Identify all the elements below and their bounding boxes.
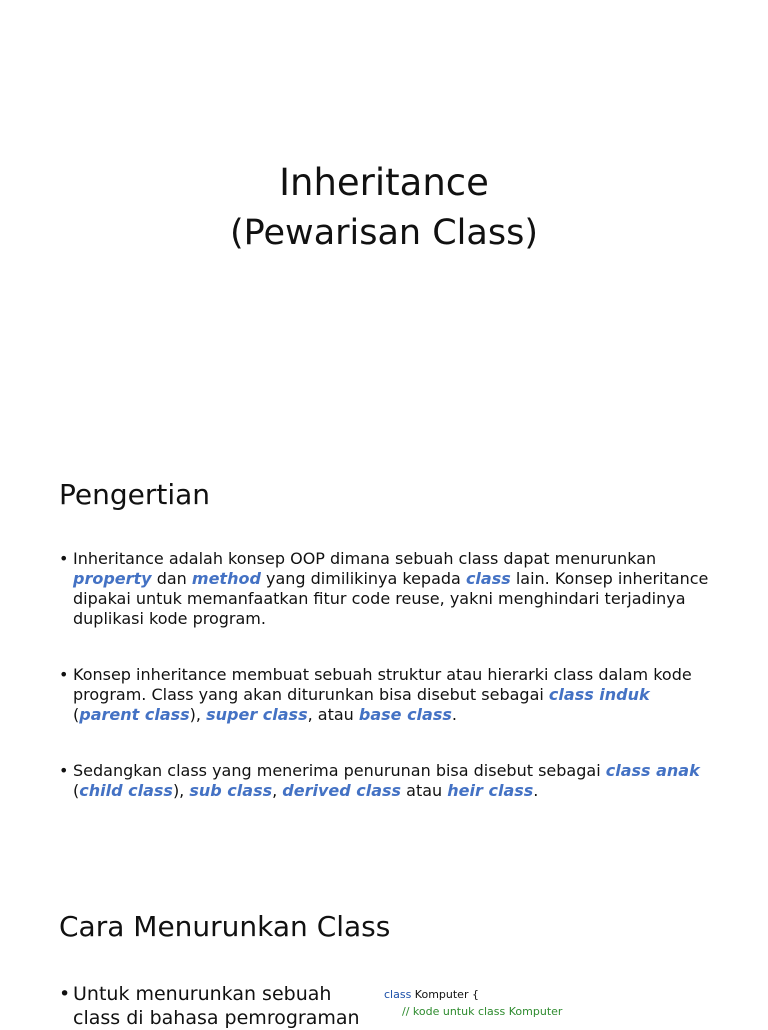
text-run: ), — [172, 781, 190, 800]
keyword-term: method — [191, 569, 261, 588]
keyword-term: super class — [206, 705, 308, 724]
keyword-term: base class — [358, 705, 452, 724]
slide-subtitle: (Pewarisan Class) — [230, 213, 538, 253]
cara-slide — [0, 890, 768, 1029]
keyword-term: class — [465, 569, 511, 588]
keyword-term: class induk — [548, 685, 650, 704]
keyword-term: heir class — [447, 781, 534, 800]
text-run: lain. Konsep inheritance dipakai untuk memanfaatkan fitur code reuse, yakni menghindari terjadinya duplikasi kode program. — [73, 569, 709, 628]
text-run: , — [272, 781, 283, 800]
text-run: . — [451, 705, 457, 724]
text-run: yang dimilikinya kepada — [260, 569, 466, 588]
pengertian-heading: Pengertian — [59, 478, 211, 511]
keyword-term: child class — [79, 781, 173, 800]
text-run: . — [533, 781, 539, 800]
cara-bullet-text: Untuk menurunkan sebuah class di bahasa pemrograman — [73, 983, 360, 1029]
code-keyword: class — [384, 988, 412, 1001]
bullet-dot-icon: • — [59, 983, 71, 1005]
cara-heading: Cara Menurunkan Class — [59, 910, 391, 943]
text-run: Inheritance adalah konsep OOP dimana sebuah class dapat menurunkan — [73, 549, 657, 568]
text-run: Sedangkan class yang menerima penurunan bisa disebut sebagai — [73, 761, 606, 780]
text-run: ), — [189, 705, 207, 724]
text-run: , atau — [307, 705, 359, 724]
cara-bullet-item — [59, 982, 373, 1030]
bullet-text — [73, 549, 719, 629]
keyword-term: derived class — [282, 781, 402, 800]
code-comment: // kode untuk class Komputer — [402, 1005, 563, 1018]
text-run: ( — [73, 705, 80, 724]
code-class-name: Komputer { — [411, 988, 479, 1001]
bullet-dot-icon: • — [59, 761, 69, 780]
title-slide — [0, 0, 768, 430]
keyword-term: sub class — [189, 781, 273, 800]
code-line — [384, 986, 562, 1003]
text-run: ( — [73, 781, 80, 800]
bullet-text — [73, 761, 719, 801]
bullet-item — [59, 549, 719, 629]
keyword-term: property — [73, 569, 152, 588]
bullet-text — [73, 665, 719, 725]
text-run: atau — [401, 781, 448, 800]
code-snippet — [384, 986, 562, 1020]
bullet-item — [59, 761, 719, 801]
bullet-dot-icon: • — [59, 665, 69, 684]
bullet-dot-icon: • — [59, 549, 69, 568]
keyword-term: class anak — [605, 761, 700, 780]
bullet-item — [59, 665, 719, 725]
keyword-term: parent class — [79, 705, 190, 724]
text-run: dan — [151, 569, 192, 588]
slide-title: Inheritance — [279, 161, 489, 204]
pengertian-slide — [0, 430, 768, 890]
text-run: Konsep inheritance membuat sebuah struktur atau hierarki class dalam kode program. Class yang akan diturunkan bisa disebut sebagai — [73, 665, 692, 704]
